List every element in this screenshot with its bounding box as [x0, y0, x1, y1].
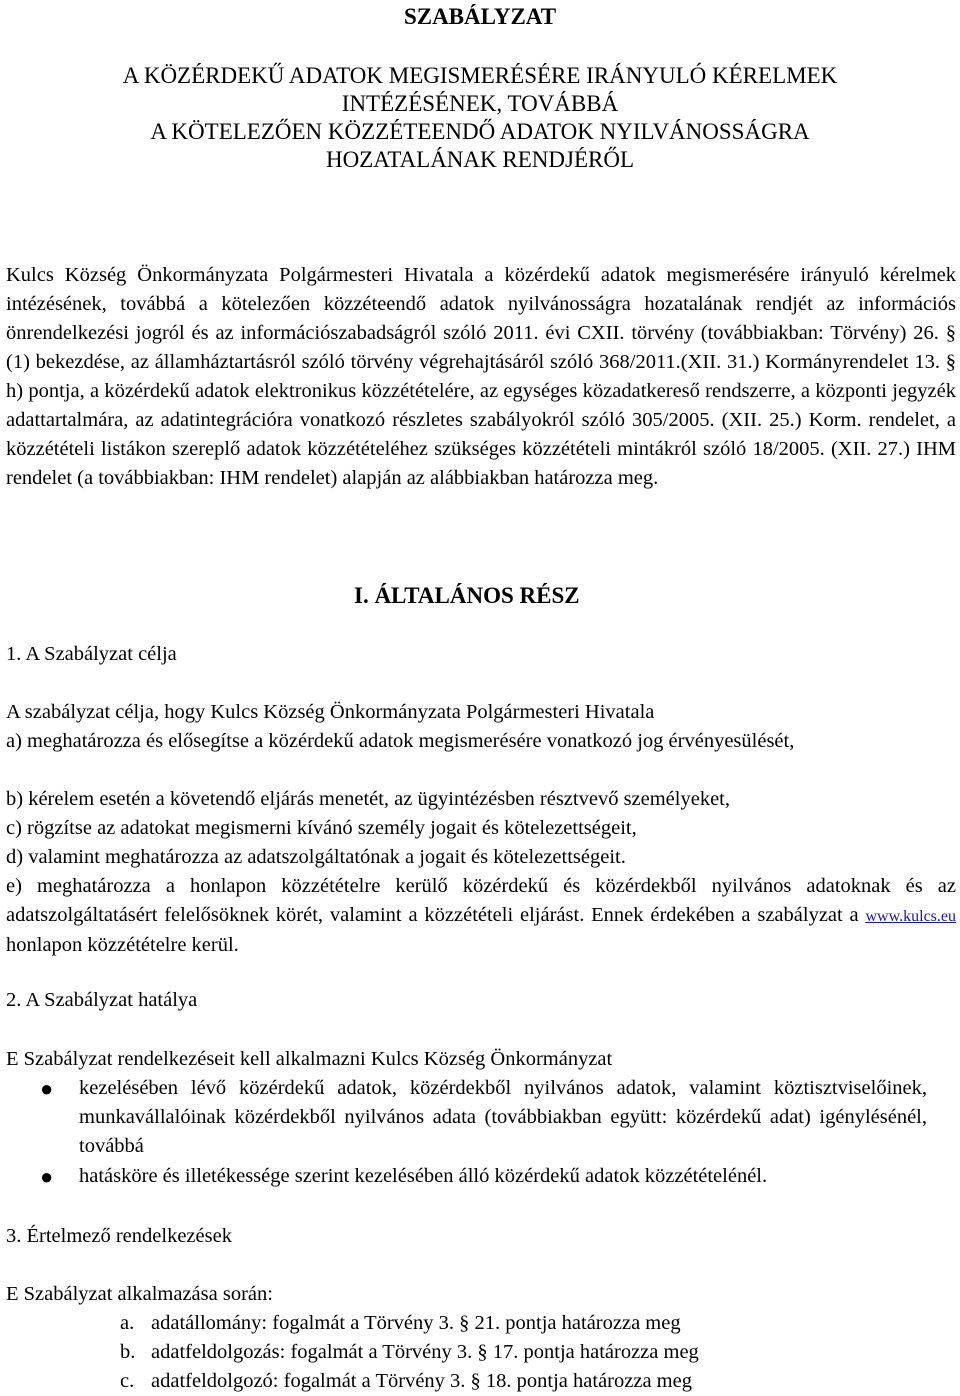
section1-item-d: d) valamint meghatározza az adatszolgáltatónak a jogait és kötelezettségeit. [6, 846, 626, 868]
definition-letter: a. [120, 1312, 135, 1334]
document-title: SZABÁLYZAT [403, 4, 557, 29]
section1-item-e-end: honlapon közzétételre kerül. [6, 934, 239, 956]
section1-item-e [6, 872, 956, 960]
definition-letter: b. [120, 1341, 136, 1363]
definition-letter: c. [120, 1370, 135, 1392]
bullet-icon: ● [40, 1164, 54, 1189]
definition-text: adatfeldolgozó: fogalmát a Törvény 3. § 18. pontja határozza meg [151, 1370, 692, 1392]
subtitle-line-3: A KÖTELEZŐEN KÖZZÉTEENDŐ ADATOK NYILVÁNOSSÁGRA [150, 119, 810, 144]
section2-lead: E Szabályzat rendelkezéseit kell alkalmazni Kulcs Község Önkormányzat [6, 1048, 613, 1070]
subtitle-line-2: INTÉZÉSÉNEK, TOVÁBBÁ [341, 91, 619, 116]
section2-bullet-1: kezelésében lévő közérdekű adatok, közérdekből nyilvános adatok, valamint köztisztviselőinek, munkavállalóinak közérdekből nyilvános adata (továbbiakban együtt: közérdekű adat) igénylésénél, továbbá [79, 1077, 927, 1157]
subtitle-line-1: A KÖZÉRDEKŰ ADATOK MEGISMERÉSÉRE IRÁNYULÓ KÉRELMEK [122, 63, 838, 88]
section1-heading: 1. A Szabályzat célja [6, 643, 177, 665]
section1-item-a: a) meghatározza és elősegítse a közérdekű adatok megismerésére vonatkozó jog érvényesülését, [6, 730, 795, 752]
section1-item-e-text: e) meghatározza a honlapon közzétételre kerülő közérdekű és közérdekből nyilvános adatoknak és az adatszolgáltatásért felelősöknek körét, valamint a közzétételi eljárást. Ennek érdekében a szabályzat a [6, 875, 956, 926]
intro-paragraph: Kulcs Község Önkormányzata Polgármesteri Hivatala a közérdekű adatok megismerésére irányuló kérelmek intézésének, továbbá a kötelezően közzéteendő adatok nyilvánosságra hozatalának rendjét az információs önrendelkezési jogról és az információszabadságról szóló 2011. évi CXII. törvény (továbbiakban: Törvény) 26. § (1) bekezdése, az államháztartásról szóló törvény végrehajtásáról szóló 368/2011.(XII. 31.) Kormányrendelet 13. § h) pontja, a közérdekű adatok elektronikus közzétételére, az egységes közadatkereső rendszerre, a központi jegyzék adattartalmára, az adatintegrációra vonatkozó részletes szabályokról szóló 305/2005. (XII. 25.) Korm. rendelet, a közzétételi listákon szereplő adatok közzétételéhez szükséges közzétételi mintákról szóló 18/2005. (XII. 27.) IHM rendelet (a továbbiakban: IHM rendelet) alapján az alábbiakban határozza meg. [6, 264, 956, 489]
definition-item [120, 1338, 699, 1367]
definition-item [120, 1309, 681, 1338]
section3-lead: E Szabályzat alkalmazása során: [6, 1283, 273, 1305]
bullet-icon: ● [40, 1076, 54, 1101]
part-title: I. ÁLTALÁNOS RÉSZ [354, 583, 580, 608]
section3-heading: 3. Értelmező rendelkezések [6, 1225, 232, 1247]
section1-lead: A szabályzat célja, hogy Kulcs Község Önkormányzata Polgármesteri Hivatala [6, 701, 655, 723]
website-link[interactable]: www.kulcs.eu [865, 908, 956, 925]
definition-text: adatfeldolgozás: fogalmát a Törvény 3. § 17. pontja határozza meg [151, 1341, 699, 1363]
section2-heading: 2. A Szabályzat hatálya [6, 989, 198, 1011]
section1-item-b: b) kérelem esetén a követendő eljárás menetét, az ügyintézésben résztvevő személyeket, [6, 788, 730, 810]
document-subtitle [0, 62, 960, 174]
section2-bullet-2: hatásköre és illetékessége szerint kezelésében álló közérdekű adatok közzétételénél. [79, 1165, 768, 1187]
definition-item [120, 1367, 692, 1396]
definition-text: adatállomány: fogalmát a Törvény 3. § 21. pontja határozza meg [151, 1312, 681, 1334]
subtitle-line-4: HOZATALÁNAK RENDJÉRŐL [326, 147, 634, 172]
section1-item-c: c) rögzítse az adatokat megismerni kívánó személy jogait és kötelezettségeit, [6, 817, 637, 839]
